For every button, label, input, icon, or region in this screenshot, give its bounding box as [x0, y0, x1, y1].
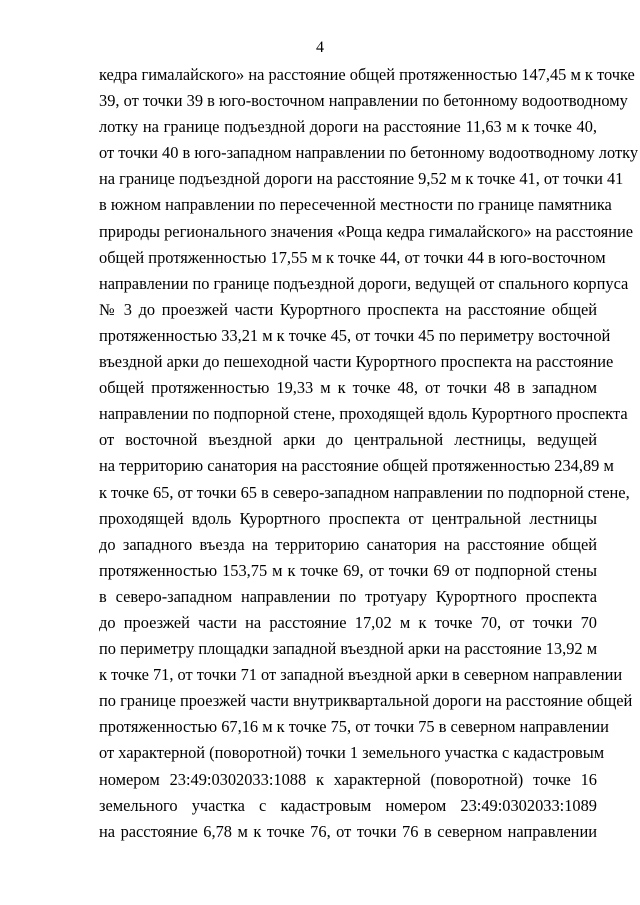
text-line: на расстояние 6,78 м к точке 76, от точки 76 в северном направлении [99, 821, 597, 841]
text-line: по периметру площадки западной въездной арки на расстояние 13,92 м [99, 639, 598, 659]
text-line: по границе проезжей части внутриквартальной дороги на расстояние общей [99, 691, 633, 711]
text-line: в южном направлении по пересеченной местности по границе памятника [99, 195, 612, 215]
text-line: на границе подъездной дороги на расстояние 9,52 м к точке 41, от точки 41 [99, 169, 624, 189]
text-line: проходящей вдоль Курортного проспекта от центральной лестницы [99, 508, 597, 528]
text-line: от восточной въездной арки до центральной лестницы, ведущей [99, 430, 597, 450]
text-line: от точки 40 в юго-западном направлении по бетонному водоотводному лотку [99, 143, 639, 163]
text-line: природы регионального значения «Роща кедра гималайского» на расстояние [99, 221, 634, 241]
text-line: въездной арки до пешеходной части Курортного проспекта на расстояние [99, 352, 614, 372]
text-line: к точке 65, от точки 65 в северо-западном направлении по подпорной стене, [99, 482, 630, 502]
text-line: от характерной (поворотной) точки 1 земельного участка с кадастровым [99, 743, 605, 763]
text-line: общей протяженностью 19,33 м к точке 48, от точки 48 в западном [99, 378, 597, 398]
text-line: к точке 71, от точки 71 от западной въездной арки в северном направлении [99, 665, 623, 685]
page-number: 4 [316, 39, 324, 56]
text-line: на территорию санатория на расстояние общей протяженностью 234,89 м [99, 456, 614, 476]
text-line: номером 23:49:0302033:1088 к характерной (поворотной) точке 16 [99, 769, 597, 789]
text-line: кедра гималайского» на расстояние общей протяженностью 147,45 м к точке [99, 65, 635, 84]
text-line: до западного въезда на территорию санатория на расстояние общей [99, 534, 597, 554]
body-text [99, 62, 639, 845]
text-line: протяженностью 33,21 м к точке 45, от точки 45 по периметру восточной [99, 325, 611, 345]
text-line: протяженностью 67,16 м к точке 75, от точки 75 в северном направлении [99, 717, 609, 737]
text-line: направлении по подпорной стене, проходящей вдоль Курортного проспекта [99, 404, 628, 424]
text-line: до проезжей части на расстояние 17,02 м к точке 70, от точки 70 [99, 612, 597, 632]
text-line: № 3 до проезжей части Курортного проспекта на расстояние общей [99, 299, 597, 319]
text-line: лотку на границе подъездной дороги на расстояние 11,63 м к точке 40, [99, 117, 597, 137]
text-line: протяженностью 153,75 м к точке 69, от точки 69 от подпорной стены [99, 560, 597, 580]
text-line: земельного участка с кадастровым номером 23:49:0302033:1089 [99, 795, 597, 815]
text-line: общей протяженностью 17,55 м к точке 44, от точки 44 в юго-восточном [99, 247, 606, 267]
text-line: направлении по границе подъездной дороги, ведущей от спального корпуса [99, 273, 629, 293]
text-line: 39, от точки 39 в юго-восточном направлении по бетонному водоотводному [99, 91, 628, 111]
text-line: в северо-западном направлении по тротуару Курортного проспекта [99, 586, 597, 606]
